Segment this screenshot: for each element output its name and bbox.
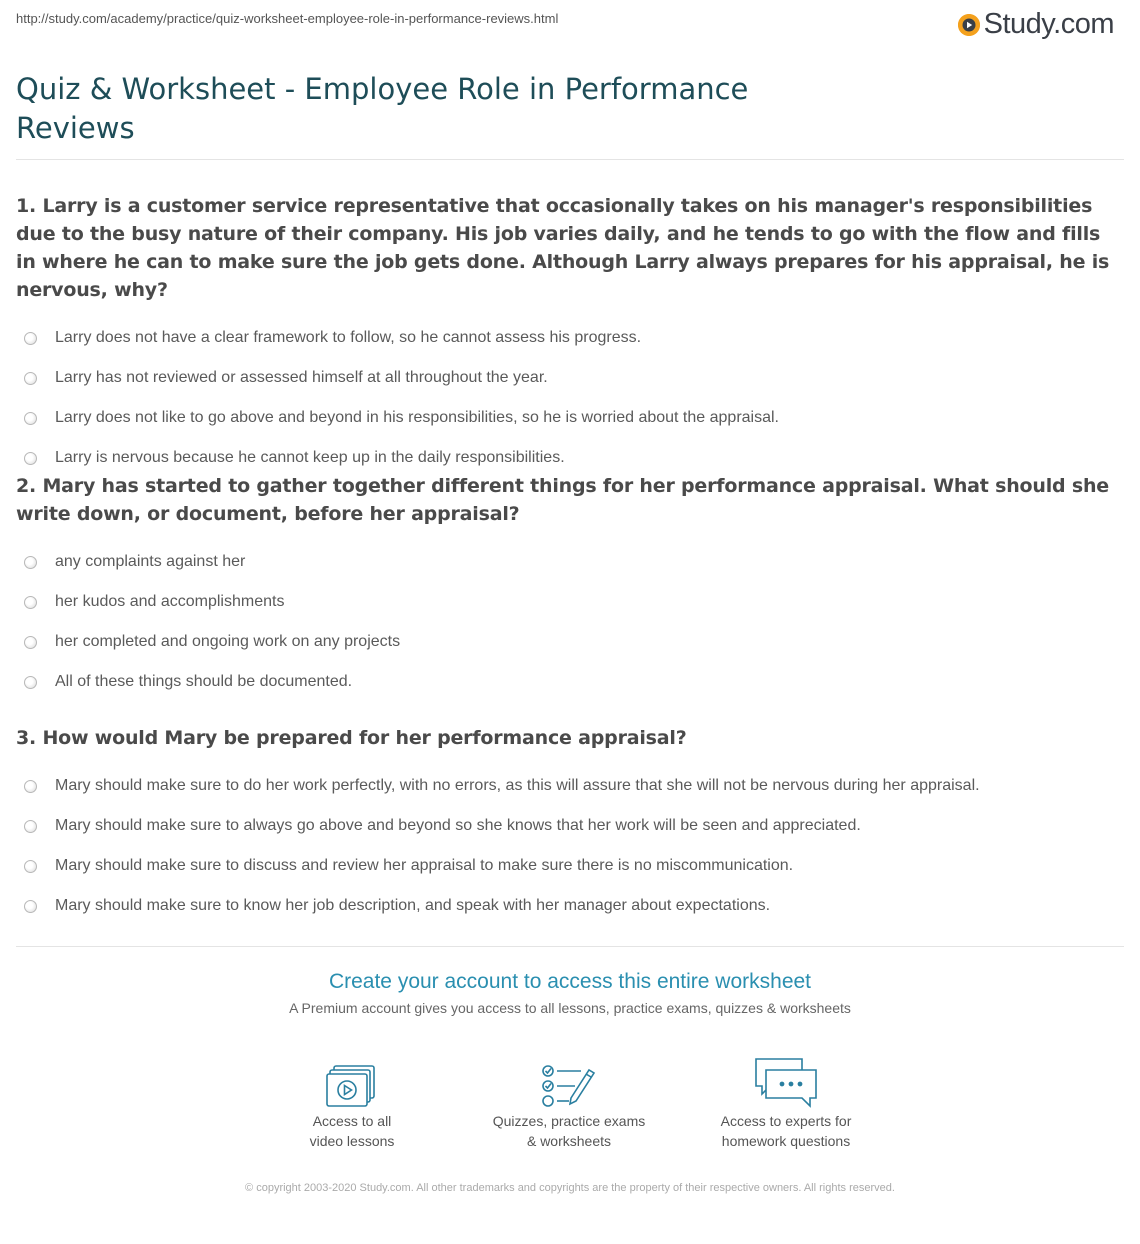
radio-button[interactable] [24,596,37,609]
answer-option[interactable] [16,662,1116,702]
video-lessons-icon [326,1064,378,1108]
question-text: 2. Mary has started to gather together different things for her performance appraisal. What should she write down, or document, before her appraisal? [16,475,1109,525]
answer-label: All of these things should be documented. [55,673,353,690]
top-bar [16,8,1124,43]
radio-button[interactable] [24,676,37,689]
feature-video-lessons [252,1050,452,1151]
signup-cta [0,970,1140,1016]
answer-label: Larry has not reviewed or assessed himself at all throughout the year. [55,369,548,386]
answer-label: Mary should make sure to always go above and beyond so she knows that her work will be seen and appreciated. [55,817,861,834]
radio-button[interactable] [24,780,37,793]
answer-option[interactable] [16,622,1116,662]
feature-experts [686,1050,886,1151]
divider [16,946,1124,947]
create-account-link[interactable]: Create your account to access this entire worksheet [328,970,812,993]
feature-label: Access to experts for homework questions [720,1113,852,1149]
logo-text: Study.com [983,8,1114,40]
feature-quizzes [469,1050,669,1151]
answer-label: her kudos and accomplishments [55,593,285,610]
answer-option[interactable] [16,886,1116,926]
radio-button[interactable] [24,452,37,465]
answer-option[interactable] [16,766,1116,806]
question-2 [16,472,1116,702]
page-title: Quiz & Worksheet - Employee Role in Performance Reviews [16,72,749,145]
radio-button[interactable] [24,636,37,649]
radio-button[interactable] [24,860,37,873]
copyright-notice: © copyright 2003-2020 Study.com. All other trademarks and copyrights are the property of their respective owners. All rights reserved. [245,1182,895,1194]
quiz-checklist-icon [541,1064,597,1108]
answer-list [16,318,1116,478]
feature-label: Access to all video lessons [309,1113,395,1149]
question-text: 3. How would Mary be prepared for her performance appraisal? [16,727,687,749]
radio-button[interactable] [24,412,37,425]
answer-option[interactable] [16,582,1116,622]
answer-list [16,766,1116,926]
question-1 [16,192,1116,478]
chat-bubbles-icon [754,1056,818,1108]
answer-label: any complaints against her [55,553,246,570]
radio-button[interactable] [24,372,37,385]
page-url: http://study.com/academy/practice/quiz-worksheet-employee-role-in-performance-reviews.html [16,11,559,26]
radio-button[interactable] [24,820,37,833]
answer-option[interactable] [16,398,1116,438]
answer-label: Larry is nervous because he cannot keep up in the daily responsibilities. [55,449,565,466]
answer-label: Larry does not have a clear framework to follow, so he cannot assess his progress. [55,329,642,346]
question-3 [16,724,1116,926]
answer-option[interactable] [16,542,1116,582]
answer-label: Mary should make sure to discuss and review her appraisal to make sure there is no miscommunication. [55,857,794,874]
cta-subtitle: A Premium account gives you access to all lessons, practice exams, quizzes & worksheets [289,1000,851,1016]
radio-button[interactable] [24,556,37,569]
play-icon [958,14,980,36]
feature-label: Quizzes, practice exams & worksheets [492,1113,646,1149]
study-logo[interactable] [958,8,1114,41]
answer-option[interactable] [16,846,1116,886]
answer-option[interactable] [16,318,1116,358]
radio-button[interactable] [24,900,37,913]
answer-label: her completed and ongoing work on any projects [55,633,401,650]
radio-button[interactable] [24,332,37,345]
answer-label: Mary should make sure to do her work perfectly, with no errors, as this will assure that she will not be nervous during her appraisal. [55,777,980,794]
answer-option[interactable] [16,358,1116,398]
question-text: 1. Larry is a customer service representative that occasionally takes on his manager's responsibilities due to the busy nature of their company. His job varies daily, and he tends to go with the flow and fills in where he can to make sure the job gets done. Although Larry always prepares for his appraisal, he is nervous, why? [16,195,1110,301]
answer-list [16,542,1116,702]
answer-label: Mary should make sure to know her job description, and speak with her manager about expectations. [55,897,771,914]
answer-label: Larry does not like to go above and beyond in his responsibilities, so he is worried about the appraisal. [55,409,779,426]
answer-option[interactable] [16,806,1116,846]
divider [16,159,1124,160]
